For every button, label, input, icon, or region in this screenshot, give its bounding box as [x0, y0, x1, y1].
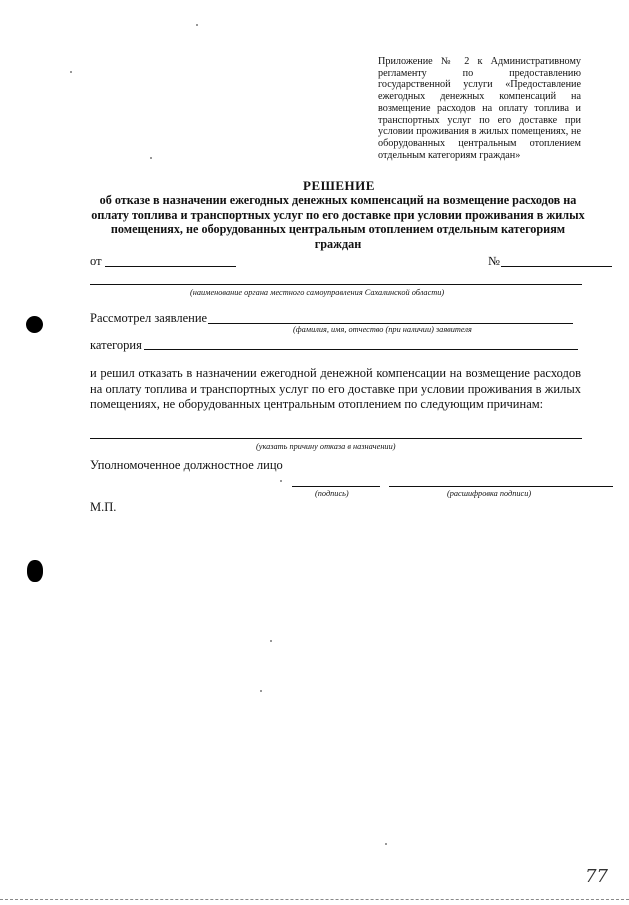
scan-speck — [70, 71, 72, 73]
scan-speck — [260, 690, 262, 692]
applicant-field-line[interactable] — [208, 323, 573, 324]
reason-hint: (указать причину отказа в назначении) — [256, 442, 396, 451]
official-label: Уполномоченное должностное лицо — [90, 458, 283, 472]
decipher-hint: (расшифровка подписи) — [447, 489, 532, 498]
document-subtitle: об отказе в назначении ежегодных денежных компенсаций на возмещение расходов на оплату топлива и транспортных услуг по его доставке при условии проживания в жилых помещениях, не оборудованных центральным отоплением отдельным категориям граждан — [91, 193, 585, 251]
appendix-note: Приложение № 2 к Административному регламенту по предоставлению государственной услуги «Предоставление ежегодных денежных компенсаций на возмещение расходов на оплату топлива и транспортных услуг по его доставке при условии проживания в жилых помещениях, не оборудованных центральным отоплением отдельным категориям граждан» — [378, 56, 581, 161]
punch-hole-bottom — [27, 560, 43, 582]
decision-text: и решил отказать в назначении ежегодной денежной компенсации на возмещение расходов на оплату топлива и транспортных услуг по его доставке при условии проживания в жилых помещениях, не оборудованных центральным отоплением по следующим причинам: — [90, 366, 581, 412]
number-field-line[interactable] — [501, 266, 612, 267]
scan-speck — [196, 24, 198, 26]
from-field-line[interactable] — [105, 266, 236, 267]
scan-speck — [270, 640, 272, 642]
page-number: 77 — [585, 866, 608, 887]
organization-hint: (наименование органа местного самоуправления Сахалинской области) — [190, 288, 445, 297]
number-label: № — [488, 254, 500, 268]
from-label: от — [90, 254, 102, 268]
signature-hint: (подпись) — [315, 489, 349, 498]
scan-speck — [385, 843, 387, 845]
scan-speck — [280, 480, 282, 482]
decipher-field-line[interactable] — [389, 486, 613, 487]
page-bottom-edge — [0, 899, 629, 903]
stamp-label: М.П. — [90, 500, 117, 514]
category-label: категория — [90, 338, 142, 352]
category-field-line[interactable] — [144, 349, 578, 350]
punch-hole-top — [26, 316, 43, 333]
considered-label: Рассмотрел заявление — [90, 311, 208, 325]
organization-field-line[interactable] — [90, 284, 582, 285]
reason-field-line[interactable] — [90, 438, 582, 439]
signature-field-line[interactable] — [292, 486, 380, 487]
applicant-hint: (фамилия, имя, отчество (при наличии) заявителя — [293, 325, 472, 334]
scan-speck — [150, 157, 152, 159]
document-title: РЕШЕНИЕ — [303, 178, 375, 193]
